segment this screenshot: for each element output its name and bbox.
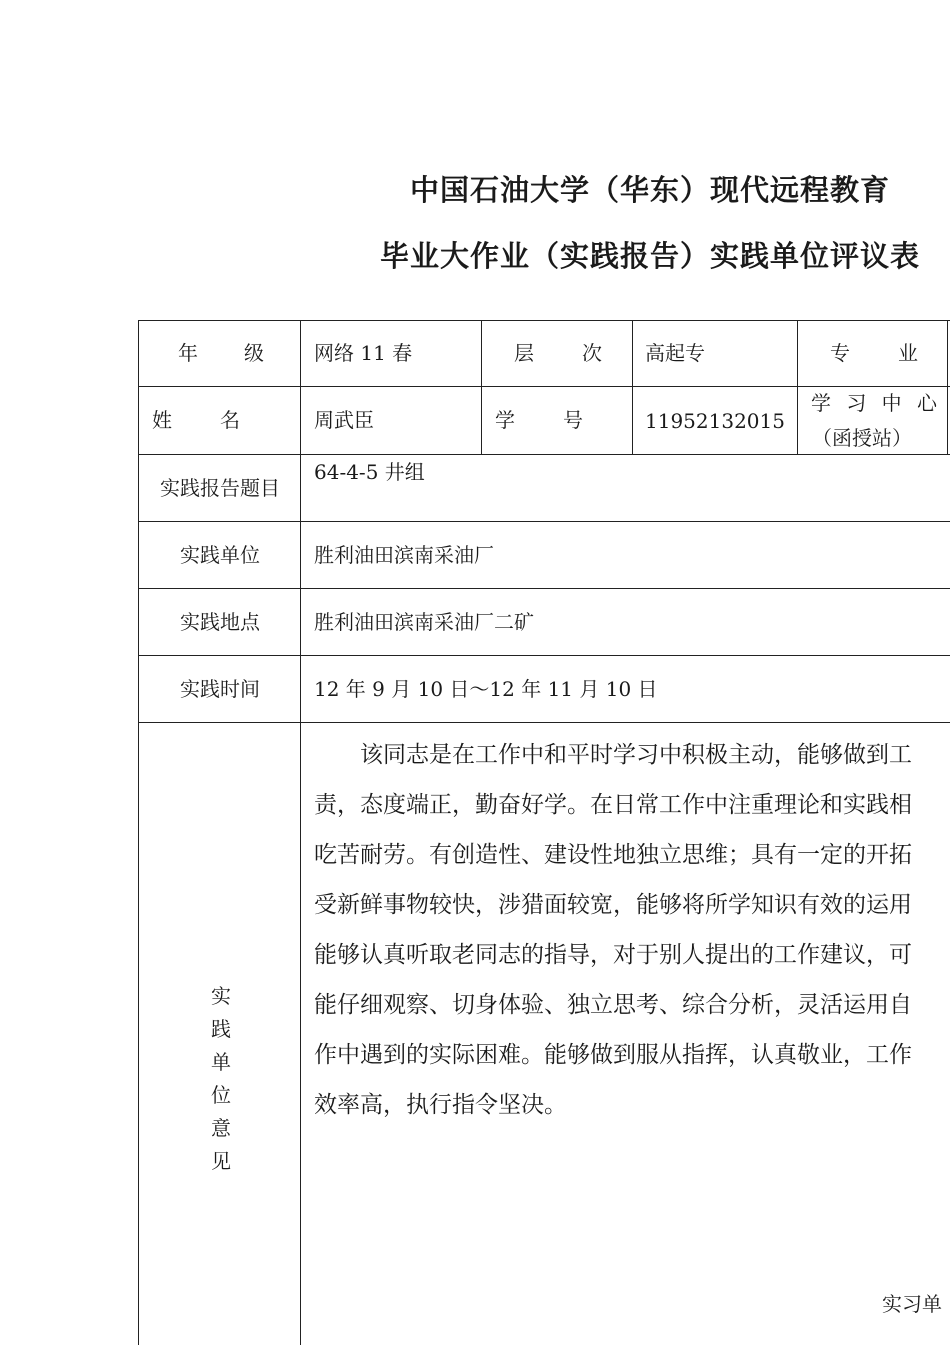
document-subtitle: 毕业大作业（实践报告）实践单位评议表 [379, 239, 920, 273]
unit-label: 实践单位 [180, 543, 260, 567]
unit-value: 胜利油田滨南采油厂 [314, 543, 494, 567]
learning-center-label: 学 习 中 心 [811, 391, 937, 415]
topic-value: 64-4-5 井组 [314, 460, 425, 484]
name-label: 姓 名 [152, 408, 240, 432]
student-id-label: 学 号 [495, 408, 583, 432]
topic-label: 实践报告题目 [160, 476, 280, 500]
time-value: 12 年 9 月 10 日～12 年 11 月 10 日 [314, 677, 658, 701]
document-title: 中国石油大学（华东）现代远程教育 [409, 173, 890, 207]
opinion-text: 该同志是在工作中和平时学习中积极主动，能够做到工 责，态度端正，勤奋好学。在日常工作中注重理论和实践相 吃苦耐劳。有创造性、建设性地独立思维；具有一定的开拓 受新鲜事物较快，涉猎面较宽，能够将所学知识有效的运用 能够认真听取老同志的指导，对于别人提出的工作建议，可 能仔细观察、切身体验、独立思考、综合分析，灵活运用自 作中遇到的实际困难。能够做到服从指挥，认真敬业，工作 效率高，执行指令坚决。 [314, 742, 912, 1118]
student-id-value: 11952132015 [645, 409, 785, 433]
level-label: 层 次 [514, 341, 602, 365]
name-value: 周武臣 [314, 408, 374, 432]
opinion-label: 实 践 单 位 意 见 [211, 984, 231, 1173]
time-label: 实践时间 [180, 677, 260, 701]
signature-line: 实习单 [882, 1292, 942, 1316]
location-label: 实践地点 [180, 610, 260, 634]
grade-label: 年 级 [178, 341, 264, 365]
location-value: 胜利油田滨南采油厂二矿 [314, 610, 534, 634]
major-label: 专 业 [830, 341, 918, 365]
learning-center-sublabel: （函授站） [812, 426, 912, 450]
level-value: 高起专 [645, 341, 705, 365]
grade-value: 网络 11 春 [314, 341, 413, 365]
